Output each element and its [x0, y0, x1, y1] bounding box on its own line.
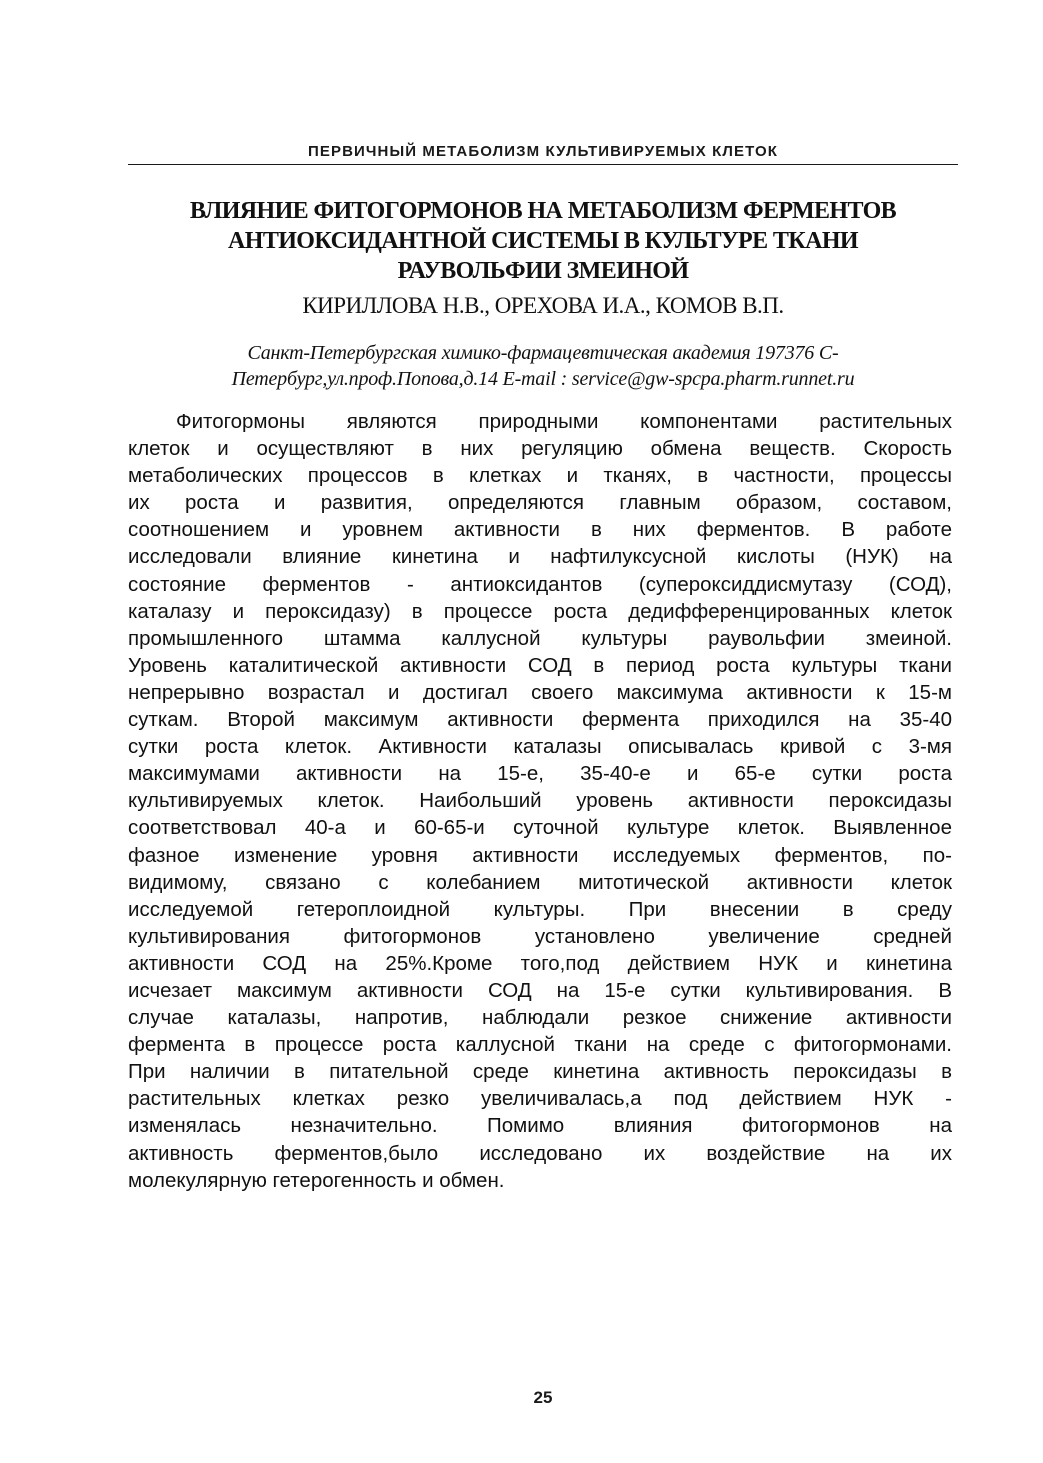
body-line: фазное изменение уровня активности исследуемых ферментов, по- — [128, 843, 952, 867]
body-line: соответствовал 40-а и 60-65-и суточной культуре клеток. Выявленное — [128, 816, 952, 840]
affiliation-line: Петербург,ул.проф.Попова,д.14 E-mail : service@gw-spcpa.pharm.runnet.ru — [231, 368, 855, 390]
body-line: При наличии в питательной среде кинетина активность пероксидазы в — [128, 1060, 952, 1084]
header-rule — [128, 164, 958, 165]
body-line: суткам. Второй максимум активности фермента приходился на 35-40 — [128, 708, 952, 732]
abstract-body — [128, 408, 952, 1194]
page-number: 25 — [533, 1388, 553, 1407]
body-line: активность ферментов,было исследовано их воздействие на их — [128, 1141, 952, 1165]
body-line: растительных клетках резко увеличивалась,а под действием НУК - — [128, 1087, 952, 1111]
body-line: фермента в процессе роста каллусной ткани на среде с фитогормонами. — [128, 1033, 952, 1057]
body-line: видимому, связано с колебанием митотической активности клеток — [128, 870, 952, 894]
body-line: их роста и развития, определяются главным образом, составом, — [128, 491, 952, 515]
body-line: изменялась незначительно. Помимо влияния фитогормонов на — [128, 1114, 952, 1138]
body-line: метаболических процессов в клетках и тканях, в частности, процессы — [128, 464, 952, 488]
authors: КИРИЛЛОВА Н.В., ОРЕХОВА И.А., КОМОВ В.П. — [302, 293, 784, 318]
body-line: исследовали влияние кинетина и нафтилуксусной кислоты (НУК) на — [128, 545, 952, 569]
article-title — [128, 196, 958, 286]
body-line: исследуемой гетероплоидной культуры. При внесении в среду — [128, 897, 952, 921]
body-line: соотношением и уровнем активности в них ферментов. В работе — [128, 518, 952, 542]
body-line: молекулярную гетерогенность и обмен. — [128, 1168, 505, 1192]
title-line: РАУВОЛЬФИИ ЗМЕИНОЙ — [397, 258, 689, 284]
affiliation-line: Санкт-Петербургская химико-фармацевтическая академия 197376 С- — [247, 342, 839, 364]
body-line: максимумами активности на 15-е, 35-40-е и 65-е сутки роста — [128, 762, 952, 786]
body-line: сутки роста клеток. Активности каталазы описывалась кривой с 3-мя — [128, 735, 952, 759]
body-line: случае каталазы, напротив, наблюдали резкое снижение активности — [128, 1006, 952, 1030]
body-line: состояние ферментов - антиоксидантов (супероксиддисмутазу (СОД), — [128, 572, 952, 596]
body-line: промышленного штамма каллусной культуры раувольфии змеиной. — [128, 626, 952, 650]
title-line: ВЛИЯНИЕ ФИТОГОРМОНОВ НА МЕТАБОЛИЗМ ФЕРМЕНТОВ — [189, 198, 897, 224]
body-line: активности СОД на 25%.Кроме того,под действием НУК и кинетина — [128, 951, 952, 975]
running-header: ПЕРВИЧНЫЙ МЕТАБОЛИЗМ КУЛЬТИВИРУЕМЫХ КЛЕТОК — [307, 143, 779, 160]
body-line: исчезает максимум активности СОД на 15-е сутки культивирования. В — [128, 978, 952, 1002]
body-line: каталазу и пероксидазу) в процессе роста дедифференцированных клеток — [128, 599, 952, 623]
body-line: непрерывно возрастал и достигал своего максимума активности к 15-м — [128, 680, 952, 704]
body-line: культивирования фитогормонов установлено увеличение средней — [128, 924, 952, 948]
body-line: Фитогормоны являются природными компонентами растительных — [176, 410, 952, 433]
body-line: культивируемых клеток. Наибольший уровень активности пероксидазы — [128, 789, 952, 813]
affiliation — [128, 340, 958, 392]
body-line: клеток и осуществляют в них регуляцию обмена веществ. Скорость — [128, 437, 952, 461]
body-line: Уровень каталитической активности СОД в период роста культуры ткани — [128, 653, 952, 677]
title-line: АНТИОКСИДАНТНОЙ СИСТЕМЫ В КУЛЬТУРЕ ТКАНИ — [228, 228, 858, 254]
